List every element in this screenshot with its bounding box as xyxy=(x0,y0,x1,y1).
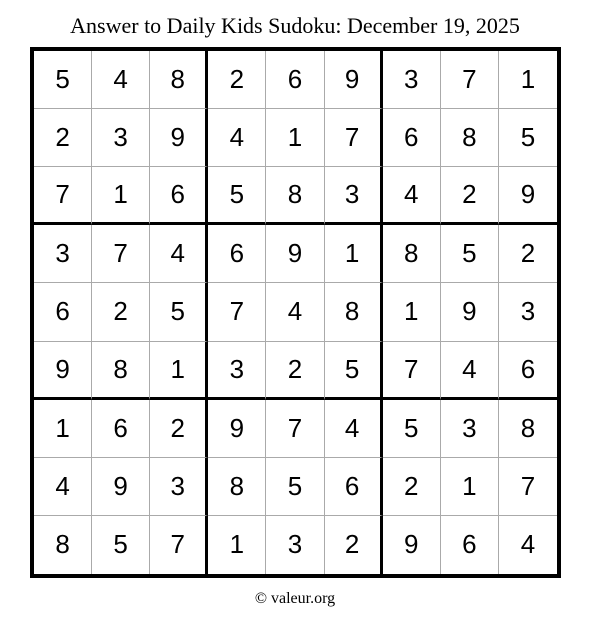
sudoku-cell: 4 xyxy=(150,225,208,283)
sudoku-cell: 6 xyxy=(92,400,150,458)
sudoku-cell: 6 xyxy=(208,225,266,283)
sudoku-cell: 9 xyxy=(325,51,383,109)
sudoku-cell: 8 xyxy=(150,51,208,109)
sudoku-cell: 2 xyxy=(383,458,441,516)
sudoku-cell: 3 xyxy=(266,516,324,574)
sudoku-cell: 4 xyxy=(34,458,92,516)
sudoku-cell: 2 xyxy=(499,225,557,283)
sudoku-cell: 6 xyxy=(266,51,324,109)
sudoku-cell: 1 xyxy=(34,400,92,458)
page-title: Answer to Daily Kids Sudoku: December 19, 2025 xyxy=(70,13,520,38)
sudoku-cell: 4 xyxy=(383,167,441,225)
sudoku-cell: 9 xyxy=(92,458,150,516)
sudoku-cell: 9 xyxy=(441,283,499,341)
sudoku-cell: 6 xyxy=(34,283,92,341)
sudoku-cell: 6 xyxy=(325,458,383,516)
sudoku-cell: 9 xyxy=(383,516,441,574)
sudoku-cell: 8 xyxy=(266,167,324,225)
sudoku-cell: 2 xyxy=(34,109,92,167)
sudoku-cell: 1 xyxy=(383,283,441,341)
sudoku-cell: 9 xyxy=(266,225,324,283)
sudoku-cell: 7 xyxy=(325,109,383,167)
sudoku-cell: 5 xyxy=(383,400,441,458)
sudoku-cell: 2 xyxy=(441,167,499,225)
sudoku-cell: 5 xyxy=(325,342,383,400)
sudoku-cell: 2 xyxy=(150,400,208,458)
sudoku-cell: 6 xyxy=(383,109,441,167)
sudoku-cell: 7 xyxy=(499,458,557,516)
sudoku-cell: 7 xyxy=(208,283,266,341)
sudoku-cell: 6 xyxy=(150,167,208,225)
sudoku-cell: 3 xyxy=(499,283,557,341)
sudoku-cell: 9 xyxy=(34,342,92,400)
sudoku-cell: 8 xyxy=(383,225,441,283)
sudoku-cell: 4 xyxy=(208,109,266,167)
sudoku-cell: 9 xyxy=(499,167,557,225)
sudoku-cell: 1 xyxy=(441,458,499,516)
sudoku-cell: 4 xyxy=(441,342,499,400)
sudoku-cell: 9 xyxy=(150,109,208,167)
sudoku-cell: 1 xyxy=(325,225,383,283)
copyright-footer: © valeur.org xyxy=(254,590,336,607)
sudoku-cell: 4 xyxy=(92,51,150,109)
sudoku-cell: 8 xyxy=(441,109,499,167)
sudoku-cell: 8 xyxy=(208,458,266,516)
sudoku-cell: 7 xyxy=(266,400,324,458)
sudoku-cell: 8 xyxy=(325,283,383,341)
sudoku-cell: 3 xyxy=(383,51,441,109)
sudoku-cell: 1 xyxy=(266,109,324,167)
sudoku-cell: 3 xyxy=(150,458,208,516)
sudoku-cell: 1 xyxy=(499,51,557,109)
sudoku-cell: 3 xyxy=(208,342,266,400)
sudoku-cell: 1 xyxy=(92,167,150,225)
sudoku-cell: 3 xyxy=(34,225,92,283)
sudoku-cell: 7 xyxy=(383,342,441,400)
sudoku-cell: 4 xyxy=(325,400,383,458)
sudoku-cell: 5 xyxy=(266,458,324,516)
sudoku-cell: 4 xyxy=(520,529,536,560)
sudoku-cell: 1 xyxy=(208,516,266,574)
sudoku-cell: 5 xyxy=(441,225,499,283)
sudoku-cell: 8 xyxy=(499,400,557,458)
sudoku-cell: 5 xyxy=(150,283,208,341)
sudoku-cell: 6 xyxy=(441,516,499,574)
sudoku-cell: 3 xyxy=(92,109,150,167)
sudoku-cell: 1 xyxy=(150,342,208,400)
sudoku-cell: 2 xyxy=(266,342,324,400)
sudoku-cell: 8 xyxy=(34,516,92,574)
sudoku-cell: 2 xyxy=(208,51,266,109)
sudoku-cell: 5 xyxy=(34,51,92,109)
sudoku-cell: 7 xyxy=(441,51,499,109)
sudoku-cell: 6 xyxy=(499,342,557,400)
sudoku-cell: 3 xyxy=(325,167,383,225)
sudoku-cell: 7 xyxy=(34,167,92,225)
sudoku-cell: 5 xyxy=(499,109,557,167)
sudoku-cell: 8 xyxy=(92,342,150,400)
sudoku-cell: 2 xyxy=(92,283,150,341)
sudoku-board xyxy=(30,47,561,578)
sudoku-cell: 5 xyxy=(208,167,266,225)
sudoku-cell: 2 xyxy=(325,516,383,574)
sudoku-cell: 7 xyxy=(92,225,150,283)
sudoku-cell: 3 xyxy=(441,400,499,458)
sudoku-cell: 4 xyxy=(266,283,324,341)
sudoku-cell: 9 xyxy=(208,400,266,458)
sudoku-cell: 7 xyxy=(150,516,208,574)
sudoku-cell: 5 xyxy=(92,516,150,574)
